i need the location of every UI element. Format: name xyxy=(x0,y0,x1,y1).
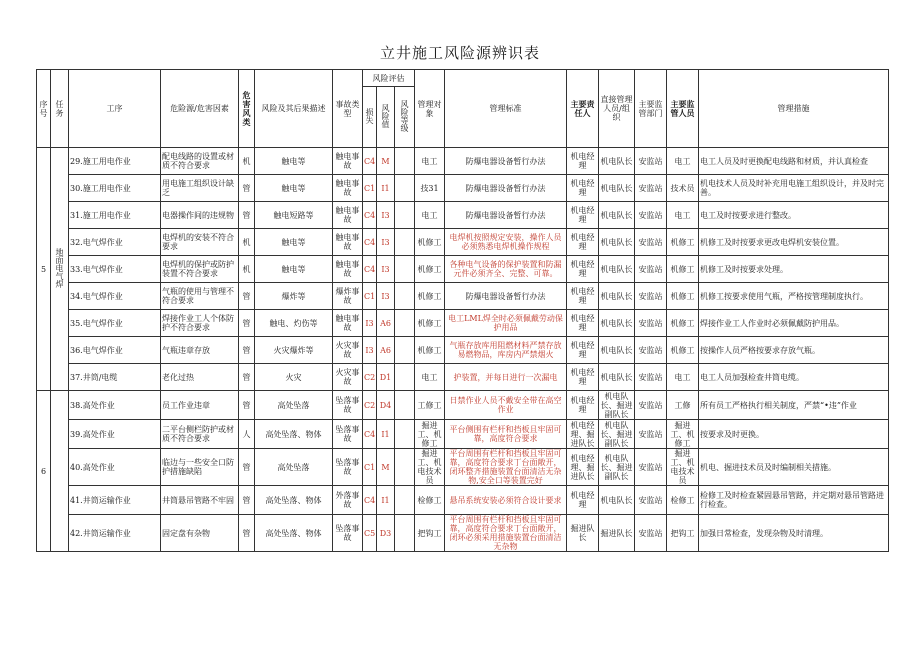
cell-process: 35.电气焊作业 xyxy=(69,310,161,337)
cell-risk: 触电、灼伤等 xyxy=(255,310,333,337)
cell-hazard: 员工作业违章 xyxy=(161,391,239,420)
cell-main-sup: 电工 xyxy=(667,364,699,391)
cell-process: 33.电气焊作业 xyxy=(69,256,161,283)
cell-mgmt-object: 电工 xyxy=(415,148,445,175)
cell-main-sup: 掘进工、机修工 xyxy=(667,420,699,449)
cell-measure: 焊接作业工人作业时必须佩戴防护用品。 xyxy=(699,310,889,337)
col-main-sup: 主要监管人员 xyxy=(667,70,699,148)
cell-loss: C1 xyxy=(363,449,377,486)
cell-loss: C4 xyxy=(363,229,377,256)
table-row xyxy=(37,391,889,420)
cell-accident: 触电事故 xyxy=(333,310,363,337)
table-row xyxy=(37,515,889,552)
cell-main-sup: 技术员 xyxy=(667,175,699,202)
cell-risk: 火灾 xyxy=(255,364,333,391)
cell-risk-value: D1 xyxy=(377,364,395,391)
table-row xyxy=(37,283,889,310)
cell-hazard: 老化过热 xyxy=(161,364,239,391)
cell-main-resp: 机电经理 xyxy=(567,391,599,420)
cell-direct-mgr: 机电队长、掘进副队长 xyxy=(599,449,635,486)
cell-hazard: 固定盘有杂物 xyxy=(161,515,239,552)
cell-risk: 高处坠落、物体 xyxy=(255,515,333,552)
cell-process: 37.井筒/电缆 xyxy=(69,364,161,391)
cell-risk-value: D3 xyxy=(377,515,395,552)
cell-direct-mgr: 机电队长 xyxy=(599,337,635,364)
cell-mgmt-standard: 平台侧围有栏杆和挡板且牢固可靠，高度符合要求 xyxy=(445,420,567,449)
cell-risk-value: I3 xyxy=(377,202,395,229)
col-loss: 损失 xyxy=(363,87,377,148)
cell-hazard-type: 管 xyxy=(239,310,255,337)
cell-hazard-type: 管 xyxy=(239,337,255,364)
cell-direct-mgr: 机电队长 xyxy=(599,229,635,256)
table-row xyxy=(37,202,889,229)
col-hazard-type: 危害风类 xyxy=(239,70,255,148)
cell-mgmt-object: 电工 xyxy=(415,202,445,229)
cell-measure: 所有员工严格执行相关制度，严禁“•违”作业 xyxy=(699,391,889,420)
cell-main-sup: 工修 xyxy=(667,391,699,420)
table-body xyxy=(37,148,889,552)
col-task: 任务 xyxy=(51,70,69,148)
cell-process: 31.施工用电作业 xyxy=(69,202,161,229)
cell-risk-value: I3 xyxy=(377,283,395,310)
cell-risk: 高处坠落、物体 xyxy=(255,486,333,515)
cell-main-sup: 电工 xyxy=(667,148,699,175)
cell-mgmt-object: 机修工 xyxy=(415,310,445,337)
group-seq: 6 xyxy=(37,391,51,552)
cell-process: 40.高处作业 xyxy=(69,449,161,486)
cell-accident: 触电事故 xyxy=(333,175,363,202)
cell-risk-level xyxy=(395,229,415,256)
cell-mgmt-standard: 防爆电器设备暂行办法 xyxy=(445,175,567,202)
cell-main-resp: 机电经理 xyxy=(567,202,599,229)
cell-accident: 触电事故 xyxy=(333,256,363,283)
cell-main-sup: 电工 xyxy=(667,202,699,229)
cell-hazard-type: 机 xyxy=(239,229,255,256)
cell-main-dept: 安监站 xyxy=(635,283,667,310)
cell-mgmt-standard: 防爆电器设备暂行办法 xyxy=(445,148,567,175)
cell-loss: C2 xyxy=(363,391,377,420)
cell-mgmt-object: 技31 xyxy=(415,175,445,202)
cell-hazard: 电器操作间的违规物 xyxy=(161,202,239,229)
cell-measure: 机电、掘进技术员及时编制相关措施。 xyxy=(699,449,889,486)
col-measures: 管理措施 xyxy=(699,70,889,148)
cell-process: 42.井筒运输作业 xyxy=(69,515,161,552)
cell-hazard-type: 人 xyxy=(239,420,255,449)
cell-risk: 高处坠落 xyxy=(255,449,333,486)
cell-loss: C4 xyxy=(363,148,377,175)
cell-loss: I3 xyxy=(363,310,377,337)
cell-loss: C4 xyxy=(363,202,377,229)
cell-main-resp: 机电经理 xyxy=(567,486,599,515)
risk-table xyxy=(36,69,889,552)
cell-hazard-type: 管 xyxy=(239,391,255,420)
cell-hazard-type: 管 xyxy=(239,364,255,391)
cell-mgmt-object: 机修工 xyxy=(415,337,445,364)
cell-mgmt-standard: 电工LML焊全时必须佩戴劳动保护用品 xyxy=(445,310,567,337)
cell-hazard-type: 管 xyxy=(239,486,255,515)
cell-accident: 坠落事故 xyxy=(333,420,363,449)
cell-direct-mgr: 机电队长 xyxy=(599,310,635,337)
cell-mgmt-standard: 电焊机按照规定安装，操作人员必须熟悉电焊机操作规程 xyxy=(445,229,567,256)
cell-risk-value: D4 xyxy=(377,391,395,420)
cell-mgmt-standard: 平台周围有栏杆和挡板且牢固可靠，高度符合要求丁台面敞开，闭环必须采用措施装置台面清洁无杂物 xyxy=(445,515,567,552)
cell-risk-value: I1 xyxy=(377,420,395,449)
cell-main-dept: 安监站 xyxy=(635,202,667,229)
cell-process: 41.井筒运输作业 xyxy=(69,486,161,515)
cell-hazard: 电焊机的安装不符合要求 xyxy=(161,229,239,256)
cell-direct-mgr: 机电队长 xyxy=(599,202,635,229)
cell-risk-value: A6 xyxy=(377,310,395,337)
cell-main-sup: 机修工 xyxy=(667,256,699,283)
cell-risk-value: I1 xyxy=(377,486,395,515)
cell-mgmt-object: 电工 xyxy=(415,364,445,391)
cell-measure: 电工人员及时更换配电线路和材质，并认真检查 xyxy=(699,148,889,175)
cell-hazard-type: 机 xyxy=(239,148,255,175)
cell-main-sup: 机修工 xyxy=(667,337,699,364)
cell-hazard-type: 管 xyxy=(239,175,255,202)
cell-direct-mgr: 机电队长 xyxy=(599,283,635,310)
cell-accident: 触电事故 xyxy=(333,202,363,229)
col-hazard: 危险源/危害因素 xyxy=(161,70,239,148)
col-mgmt-object: 管理对象 xyxy=(415,70,445,148)
cell-hazard: 焊接作业工人个体防护不符合要求 xyxy=(161,310,239,337)
cell-main-resp: 机电经理 xyxy=(567,310,599,337)
cell-main-sup: 机修工 xyxy=(667,229,699,256)
cell-risk: 触电等 xyxy=(255,229,333,256)
cell-main-dept: 安监站 xyxy=(635,229,667,256)
cell-hazard: 用电施工组织设计缺乏 xyxy=(161,175,239,202)
table-row xyxy=(37,486,889,515)
cell-measure: 电工人员加强检查井筒电缆。 xyxy=(699,364,889,391)
cell-main-resp: 机电经理、掘进队长 xyxy=(567,449,599,486)
cell-mgmt-object: 工修工 xyxy=(415,391,445,420)
cell-mgmt-object: 掘进工、机修工 xyxy=(415,420,445,449)
col-process: 工序 xyxy=(69,70,161,148)
cell-accident: 触电事故 xyxy=(333,229,363,256)
cell-process: 30.施工用电作业 xyxy=(69,175,161,202)
table-row xyxy=(37,337,889,364)
cell-risk: 高处坠落 xyxy=(255,391,333,420)
cell-measure: 机修工按要求使用气瓶，严格按管理制度执行。 xyxy=(699,283,889,310)
cell-mgmt-standard: 护装置，并每日进行一次漏电 xyxy=(445,364,567,391)
cell-measure: 加强日常检查，发现杂物及时清理。 xyxy=(699,515,889,552)
cell-mgmt-standard: 各种电气设备的保护装置和防漏元件必须齐全、完整、可靠。 xyxy=(445,256,567,283)
cell-risk: 高处坠落、物体 xyxy=(255,420,333,449)
cell-main-dept: 安监站 xyxy=(635,337,667,364)
col-main-resp: 主要责任人 xyxy=(567,70,599,148)
cell-accident: 爆炸事故 xyxy=(333,283,363,310)
cell-mgmt-standard: 悬吊系统安装必须符合设计要求 xyxy=(445,486,567,515)
cell-risk: 爆炸等 xyxy=(255,283,333,310)
table-row xyxy=(37,420,889,449)
cell-mgmt-object: 把钩工 xyxy=(415,515,445,552)
cell-risk: 触电等 xyxy=(255,148,333,175)
cell-main-dept: 安监站 xyxy=(635,420,667,449)
cell-direct-mgr: 机电队长 xyxy=(599,256,635,283)
col-mgmt-standard: 管理标准 xyxy=(445,70,567,148)
cell-direct-mgr: 机电队长、掘进副队长 xyxy=(600,391,633,419)
cell-direct-mgr: 机电队长、掘进副队长 xyxy=(600,420,633,448)
cell-risk-value: M xyxy=(377,449,395,486)
cell-loss: C4 xyxy=(363,256,377,283)
cell-process: 34.电气焊作业 xyxy=(69,283,161,310)
cell-loss: C1 xyxy=(363,283,377,310)
cell-direct-mgr: 机电队长 xyxy=(599,486,635,515)
cell-main-resp: 机电经理 xyxy=(567,364,599,391)
cell-hazard: 井筒悬吊管路不牢固 xyxy=(161,486,239,515)
cell-hazard: 气瓶违章存放 xyxy=(161,337,239,364)
cell-risk: 触电等 xyxy=(255,175,333,202)
cell-loss: C4 xyxy=(363,420,377,449)
cell-direct-mgr: 机电队长 xyxy=(599,364,635,391)
page-title: 立井施工风险源辨识表 xyxy=(379,44,540,62)
cell-risk-level xyxy=(395,391,415,420)
col-risk-level: 风险等级 xyxy=(395,87,415,148)
cell-accident: 火灾事故 xyxy=(333,337,363,364)
cell-risk-level xyxy=(395,515,415,552)
cell-hazard: 电焊机的保护或防护装置不符合要求 xyxy=(161,256,239,283)
cell-mgmt-standard: 防爆电器设备暂行办法 xyxy=(445,202,567,229)
cell-risk-level xyxy=(395,283,415,310)
cell-risk: 触电等 xyxy=(255,256,333,283)
cell-risk-level xyxy=(395,449,415,486)
cell-risk-value: I3 xyxy=(377,256,395,283)
cell-accident: 坠落事故 xyxy=(333,515,363,552)
cell-main-sup: 机修工 xyxy=(667,283,699,310)
cell-main-resp: 机电经理 xyxy=(567,148,599,175)
cell-main-sup: 机修工 xyxy=(667,310,699,337)
cell-loss: C4 xyxy=(363,486,377,515)
cell-risk-level xyxy=(395,310,415,337)
cell-risk: 触电短路等 xyxy=(255,202,333,229)
cell-main-sup: 把钩工 xyxy=(667,515,699,552)
cell-accident: 触电事故 xyxy=(333,148,363,175)
cell-main-resp: 机电经理 xyxy=(567,337,599,364)
cell-risk-value: I3 xyxy=(377,229,395,256)
cell-main-dept: 安监站 xyxy=(635,486,667,515)
cell-main-resp: 机电经理 xyxy=(567,175,599,202)
cell-risk-level xyxy=(395,256,415,283)
cell-process: 32.电气焊作业 xyxy=(69,229,161,256)
cell-risk: 火灾爆炸等 xyxy=(255,337,333,364)
col-risk-desc: 风险及其后果描述 xyxy=(255,70,333,148)
col-main-dept: 主要监管部门 xyxy=(635,70,667,148)
cell-hazard-type: 管 xyxy=(239,202,255,229)
cell-mgmt-standard: 日禁作业人员不戴安全带在高空作业 xyxy=(445,391,567,420)
cell-main-resp: 机电经理 xyxy=(567,256,599,283)
cell-main-resp: 机电经理、掘进队长 xyxy=(567,420,599,449)
cell-measure: 机修工及时按要求更改电焊机安装位置。 xyxy=(699,229,889,256)
col-seq: 序号 xyxy=(37,70,51,148)
cell-mgmt-object: 机修工 xyxy=(415,229,445,256)
group-task xyxy=(51,391,69,552)
cell-risk-level xyxy=(395,420,415,449)
cell-measure: 机修工及时按要求处理。 xyxy=(699,256,889,283)
cell-main-dept: 安监站 xyxy=(635,391,667,420)
cell-loss: C5 xyxy=(363,515,377,552)
cell-risk-level xyxy=(395,148,415,175)
cell-mgmt-object: 机修工 xyxy=(415,283,445,310)
cell-main-sup: 检修工 xyxy=(667,486,699,515)
cell-accident: 坠落事故 xyxy=(333,391,363,420)
cell-main-dept: 安监站 xyxy=(635,449,667,486)
col-risk-eval: 风险评估 xyxy=(363,70,415,87)
cell-direct-mgr: 机电队长 xyxy=(599,148,635,175)
cell-main-dept: 安监站 xyxy=(635,175,667,202)
cell-loss: C1 xyxy=(363,175,377,202)
cell-process: 36.电气焊作业 xyxy=(69,337,161,364)
group-seq: 5 xyxy=(37,148,51,391)
cell-measure: 机电技术人员及时补充用电施工组织设计，并及时完善。 xyxy=(699,175,889,202)
table-row xyxy=(37,256,889,283)
cell-hazard-type: 管 xyxy=(239,515,255,552)
cell-risk-value: I1 xyxy=(377,175,395,202)
table-row xyxy=(37,229,889,256)
cell-direct-mgr: 机电队长 xyxy=(599,175,635,202)
cell-main-resp: 机电经理 xyxy=(567,229,599,256)
cell-measure: 电工及时按要求进行整改。 xyxy=(699,202,889,229)
col-direct-mgr: 直接管理人员/组织 xyxy=(599,70,635,148)
cell-main-dept: 安监站 xyxy=(635,256,667,283)
table-row xyxy=(37,364,889,391)
cell-main-resp: 掘进队长 xyxy=(567,515,599,552)
table-row xyxy=(37,449,889,486)
cell-hazard-type: 机 xyxy=(239,256,255,283)
cell-process: 29.施工用电作业 xyxy=(69,148,161,175)
col-risk-value: 风险值 xyxy=(377,87,395,148)
cell-risk-level xyxy=(395,337,415,364)
cell-mgmt-standard: 气瓶存放库用阻燃材料严禁存放易燃物品，库房内严禁烟火 xyxy=(445,337,567,364)
cell-mgmt-object: 机修工 xyxy=(415,256,445,283)
cell-direct-mgr: 掘进队长 xyxy=(599,515,635,552)
cell-process: 39.高处作业 xyxy=(69,420,161,449)
cell-main-dept: 安监站 xyxy=(635,148,667,175)
cell-mgmt-object: 掘进工、机电技术员 xyxy=(415,449,445,486)
table-row xyxy=(37,148,889,175)
cell-risk-value: M xyxy=(377,148,395,175)
cell-hazard: 气瓶的使用与管理不符合要求 xyxy=(161,283,239,310)
cell-measure: 检修工及时检查紧固悬吊管路，并定期对悬吊管路进行检查。 xyxy=(699,486,889,515)
cell-risk-level xyxy=(395,486,415,515)
cell-hazard-type: 管 xyxy=(239,449,255,486)
cell-main-dept: 安监站 xyxy=(635,364,667,391)
cell-mgmt-standard: 平台周围有栏杆和挡板且牢固可靠，高度符合要求丁台面敞开，闭环整齐措施装置台面清洁无杂物,安全口等装置完好 xyxy=(445,449,567,486)
cell-main-resp: 机电经理 xyxy=(567,283,599,310)
cell-hazard: 临边与一些安全口防护措施缺陷 xyxy=(161,449,239,486)
cell-main-dept: 安监站 xyxy=(635,310,667,337)
cell-accident: 火灾事故 xyxy=(333,364,363,391)
cell-hazard: 配电线路的设置或材质不符合要求 xyxy=(161,148,239,175)
col-accident-type: 事故类型 xyxy=(333,70,363,148)
cell-risk-level xyxy=(395,364,415,391)
table-row xyxy=(37,175,889,202)
cell-main-sup: 掘进工、机电技术员 xyxy=(667,449,699,486)
cell-accident: 坠落事故 xyxy=(333,449,363,486)
cell-measure: 按要求及时更换。 xyxy=(699,420,889,449)
group-task: 地面电气焊 xyxy=(51,148,69,391)
cell-measure: 按操作人员严格按要求存放气瓶。 xyxy=(699,337,889,364)
cell-mgmt-standard: 防爆电器设备暂行办法 xyxy=(445,283,567,310)
cell-hazard: 二平台侧栏防护或材质不符合要求 xyxy=(161,420,239,449)
cell-risk-level xyxy=(395,175,415,202)
cell-accident: 外落事故 xyxy=(333,486,363,515)
cell-loss: C2 xyxy=(363,364,377,391)
table-row xyxy=(37,310,889,337)
cell-hazard-type: 管 xyxy=(239,283,255,310)
cell-loss: I3 xyxy=(363,337,377,364)
cell-main-dept: 安监站 xyxy=(635,515,667,552)
cell-risk-value: A6 xyxy=(377,337,395,364)
cell-mgmt-object: 检修工 xyxy=(415,486,445,515)
cell-risk-level xyxy=(395,202,415,229)
cell-process: 38.高处作业 xyxy=(69,391,161,420)
